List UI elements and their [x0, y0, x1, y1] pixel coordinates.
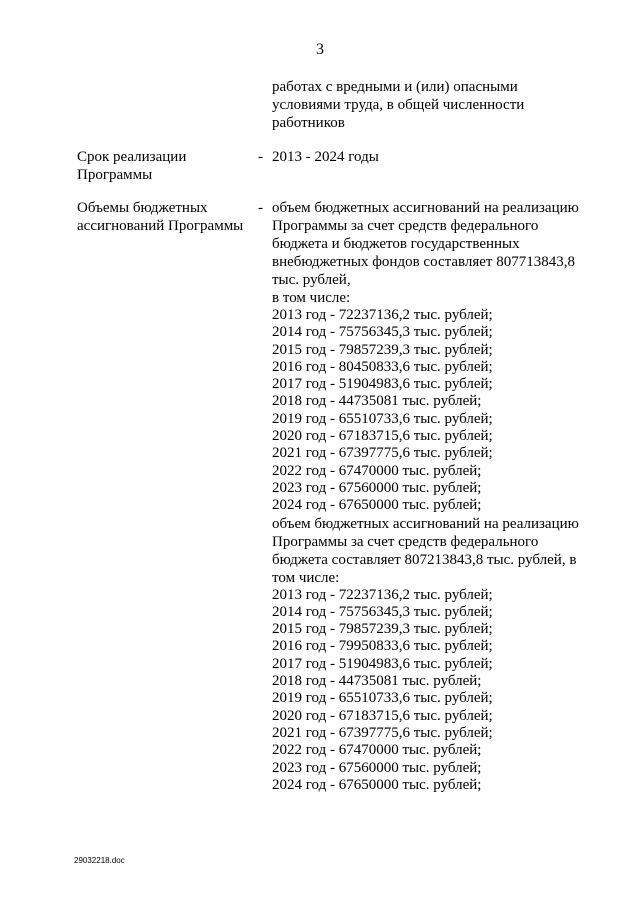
term-dash: - — [258, 149, 263, 165]
year-allocation-line: 2013 год - 72237136,2 тыс. рублей; — [272, 586, 493, 603]
year-allocation-line: 2019 год - 65510733,6 тыс. рублей; — [272, 410, 493, 427]
page-number: 3 — [316, 41, 324, 58]
budget-value — [272, 199, 592, 794]
year-allocation-line: 2021 год - 67397775,6 тыс. рублей; — [272, 445, 493, 462]
year-allocation-line: 2019 год - 65510733,6 тыс. рублей; — [272, 690, 493, 707]
year-allocation-line: 2020 год - 67183715,6 тыс. рублей; — [272, 428, 493, 445]
budget-label: Объемы бюджетных ассигнований Программы — [77, 200, 244, 234]
year-allocation-line: 2018 год - 44735081 тыс. рублей; — [272, 393, 482, 410]
budget-dash: - — [258, 200, 263, 216]
year-allocation-line: 2015 год - 79857239,3 тыс. рублей; — [272, 341, 493, 358]
year-allocation-line: 2023 год - 67560000 тыс. рублей; — [272, 759, 482, 776]
year-allocation-line: 2016 год - 79950833,6 тыс. рублей; — [272, 638, 493, 655]
intro-continuation: работах с вредными и (или) опасными условиями труда, в общей численности работников — [272, 79, 525, 131]
total-allocation-text: объем бюджетных ассигнований на реализацию Программы за счет средств федерального бюджета и бюджетов государственных внебюджетных фондов составляет 807713843,8 тыс. рублей, — [272, 200, 579, 288]
year-allocation-line: 2024 год - 67650000 тыс. рублей; — [272, 497, 482, 514]
year-allocation-line: 2017 год - 51904983,6 тыс. рублей; — [272, 376, 493, 393]
year-allocation-line: 2024 год - 67650000 тыс. рублей; — [272, 776, 482, 793]
total-years-list — [272, 307, 592, 515]
year-allocation-line: 2017 год - 51904983,6 тыс. рублей; — [272, 655, 493, 672]
year-allocation-line: 2014 год - 75756345,3 тыс. рублей; — [272, 324, 493, 341]
total-incl-label: в том числе: — [272, 290, 351, 306]
federal-allocation-text: объем бюджетных ассигнований на реализацию Программы за счет средств федерального бюджета составляет 807213843,8 тыс. рублей, в том числе: — [272, 515, 579, 586]
year-allocation-line: 2014 год - 75756345,3 тыс. рублей; — [272, 603, 493, 620]
year-allocation-line: 2013 год - 72237136,2 тыс. рублей; — [272, 307, 493, 323]
year-allocation-line: 2022 год - 67470000 тыс. рублей; — [272, 462, 482, 479]
year-allocation-line: 2023 год - 67560000 тыс. рублей; — [272, 479, 482, 496]
year-allocation-line: 2022 год - 67470000 тыс. рублей; — [272, 742, 482, 759]
term-value: 2013 - 2024 годы — [272, 149, 379, 165]
year-allocation-line: 2021 год - 67397775,6 тыс. рублей; — [272, 724, 493, 741]
year-allocation-line: 2016 год - 80450833,6 тыс. рублей; — [272, 358, 493, 375]
document-code: 29032218.doc — [74, 856, 125, 865]
year-allocation-line: 2020 год - 67183715,6 тыс. рублей; — [272, 707, 493, 724]
federal-years-list — [272, 587, 592, 795]
year-allocation-line: 2018 год - 44735081 тыс. рублей; — [272, 673, 482, 690]
term-label: Срок реализации Программы — [77, 149, 187, 183]
year-allocation-line: 2015 год - 79857239,3 тыс. рублей; — [272, 621, 493, 638]
